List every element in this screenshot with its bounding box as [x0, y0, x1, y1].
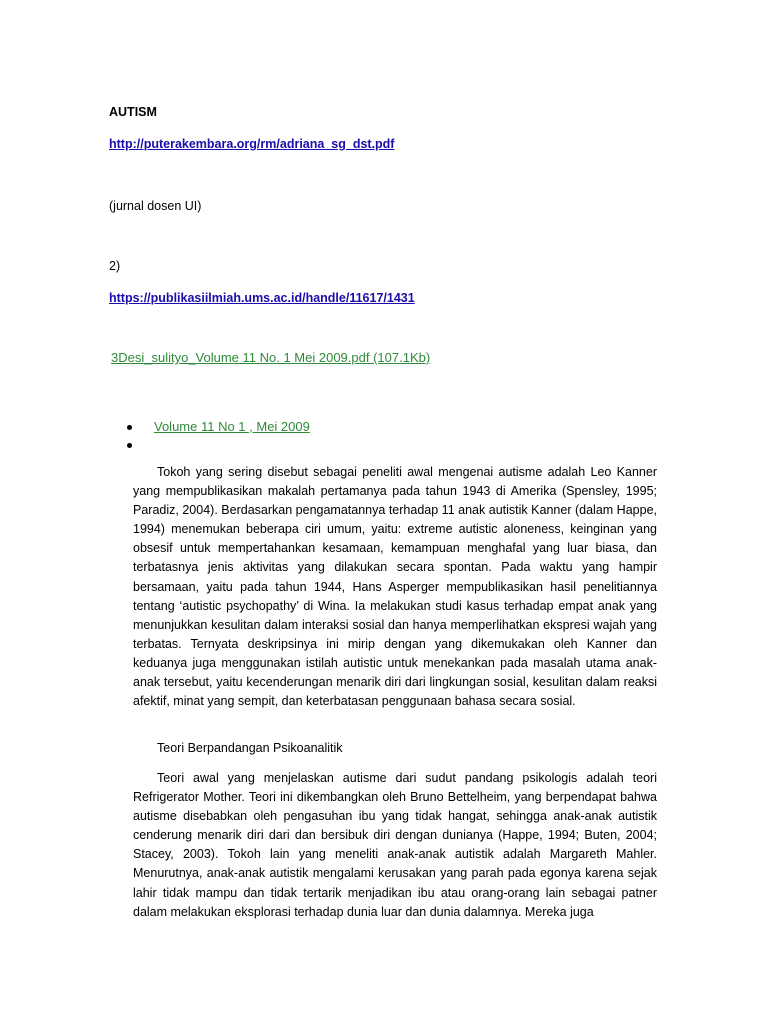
section-subheading: Teori Berpandangan Psikoanalitik — [157, 741, 343, 755]
paragraph-text: Tokoh yang sering disebut sebagai peneliti awal mengenai autisme adalah Leo Kanner yang mempublikasikan makalah pertamanya pada tahun 1943 di Amerika (Spensley, 1995; Paradiz, 2004). Berdasarkan pengamatannya terhadap 11 anak autistik Kanner (dalam Happe, 1994) menemukan beberapa ciri umum, yaitu: extreme autistic aloneness, keinginan yang obsesif untuk mempertahankan kesamaan, kemampuan menghafal yang luar biasa, dan terbatasnya jenis aktivitas yang dilakukan secara spontan. Pada waktu yang hampir bersamaan, yaitu pada tahun 1944, Hans Asperger mempublikasikan hasil penelitiannya tentang ‘autistic psychopathy’ di Wina. Ia melakukan studi kasus terhadap empat anak yang menunjukkan kesulitan dalam interaksi sosial dan hanya memperlihatkan ekspresi wajah yang terbatas. Ternyata deskripsinya ini mirip dengan yang dikemukakan oleh Kanner dan keduanya juga menggunakan istilah autistic untuk menekankan pada masalah utama anak-anak tersebut, yaitu kecenderungan menarik diri dari lingkungan sosial, kesulitan dalam reaksi afektif, minat yang sempit, dan keterbatasan penggunaan bahasa secara sosial. — [133, 465, 657, 709]
bullet-icon — [127, 425, 132, 430]
publikasiilmiah-link[interactable]: https://publikasiilmiah.ums.ac.id/handle/11617/1431 — [109, 291, 415, 305]
list-item — [127, 436, 310, 454]
paragraph-kanner — [133, 463, 657, 711]
list-item — [127, 418, 310, 436]
bullet-icon — [127, 443, 132, 448]
pdf-file-link[interactable]: 3Desi_sulityo_Volume 11 No. 1 Mei 2009.pdf (107.1Kb) — [111, 350, 431, 365]
note-text: (jurnal dosen UI) — [109, 199, 202, 213]
document-heading: AUTISM — [109, 105, 157, 119]
paragraph-text: Teori awal yang menjelaskan autisme dari sudut pandang psikologis adalah teori Refrigerator Mother. Teori ini dikembangkan oleh Bruno Bettelheim, yang berpendapat bahwa autisme disebabkan oleh pengasuhan ibu yang tidak hangat, sehingga anak-anak autistik cenderung menarik diri dari dan bersibuk diri dengan dunianya (Happe, 1994; Buten, 2004; Stacey, 2003). Tokoh lain yang meneliti anak-anak autistik adalah Margareth Mahler. Menurutnya, anak-anak autistik mengalami kerusakan yang parah pada egonya karena sejak lahir tidak mampu dan tidak tertarik menjadikan ibu atau orang-orang lain sebagai patner dalam melakukan eksplorasi terhadap dunia luar dan dunia dalamnya. Mereka juga — [133, 771, 657, 919]
number-marker: 2) — [109, 259, 121, 273]
volume-link[interactable]: Volume 11 No 1 , Mei 2009 — [154, 419, 310, 434]
paragraph-refrigerator-mother — [133, 769, 657, 922]
bullet-list — [127, 418, 310, 454]
puterakembara-link[interactable]: http://puterakembara.org/rm/adriana_sg_dst.pdf — [109, 137, 395, 151]
